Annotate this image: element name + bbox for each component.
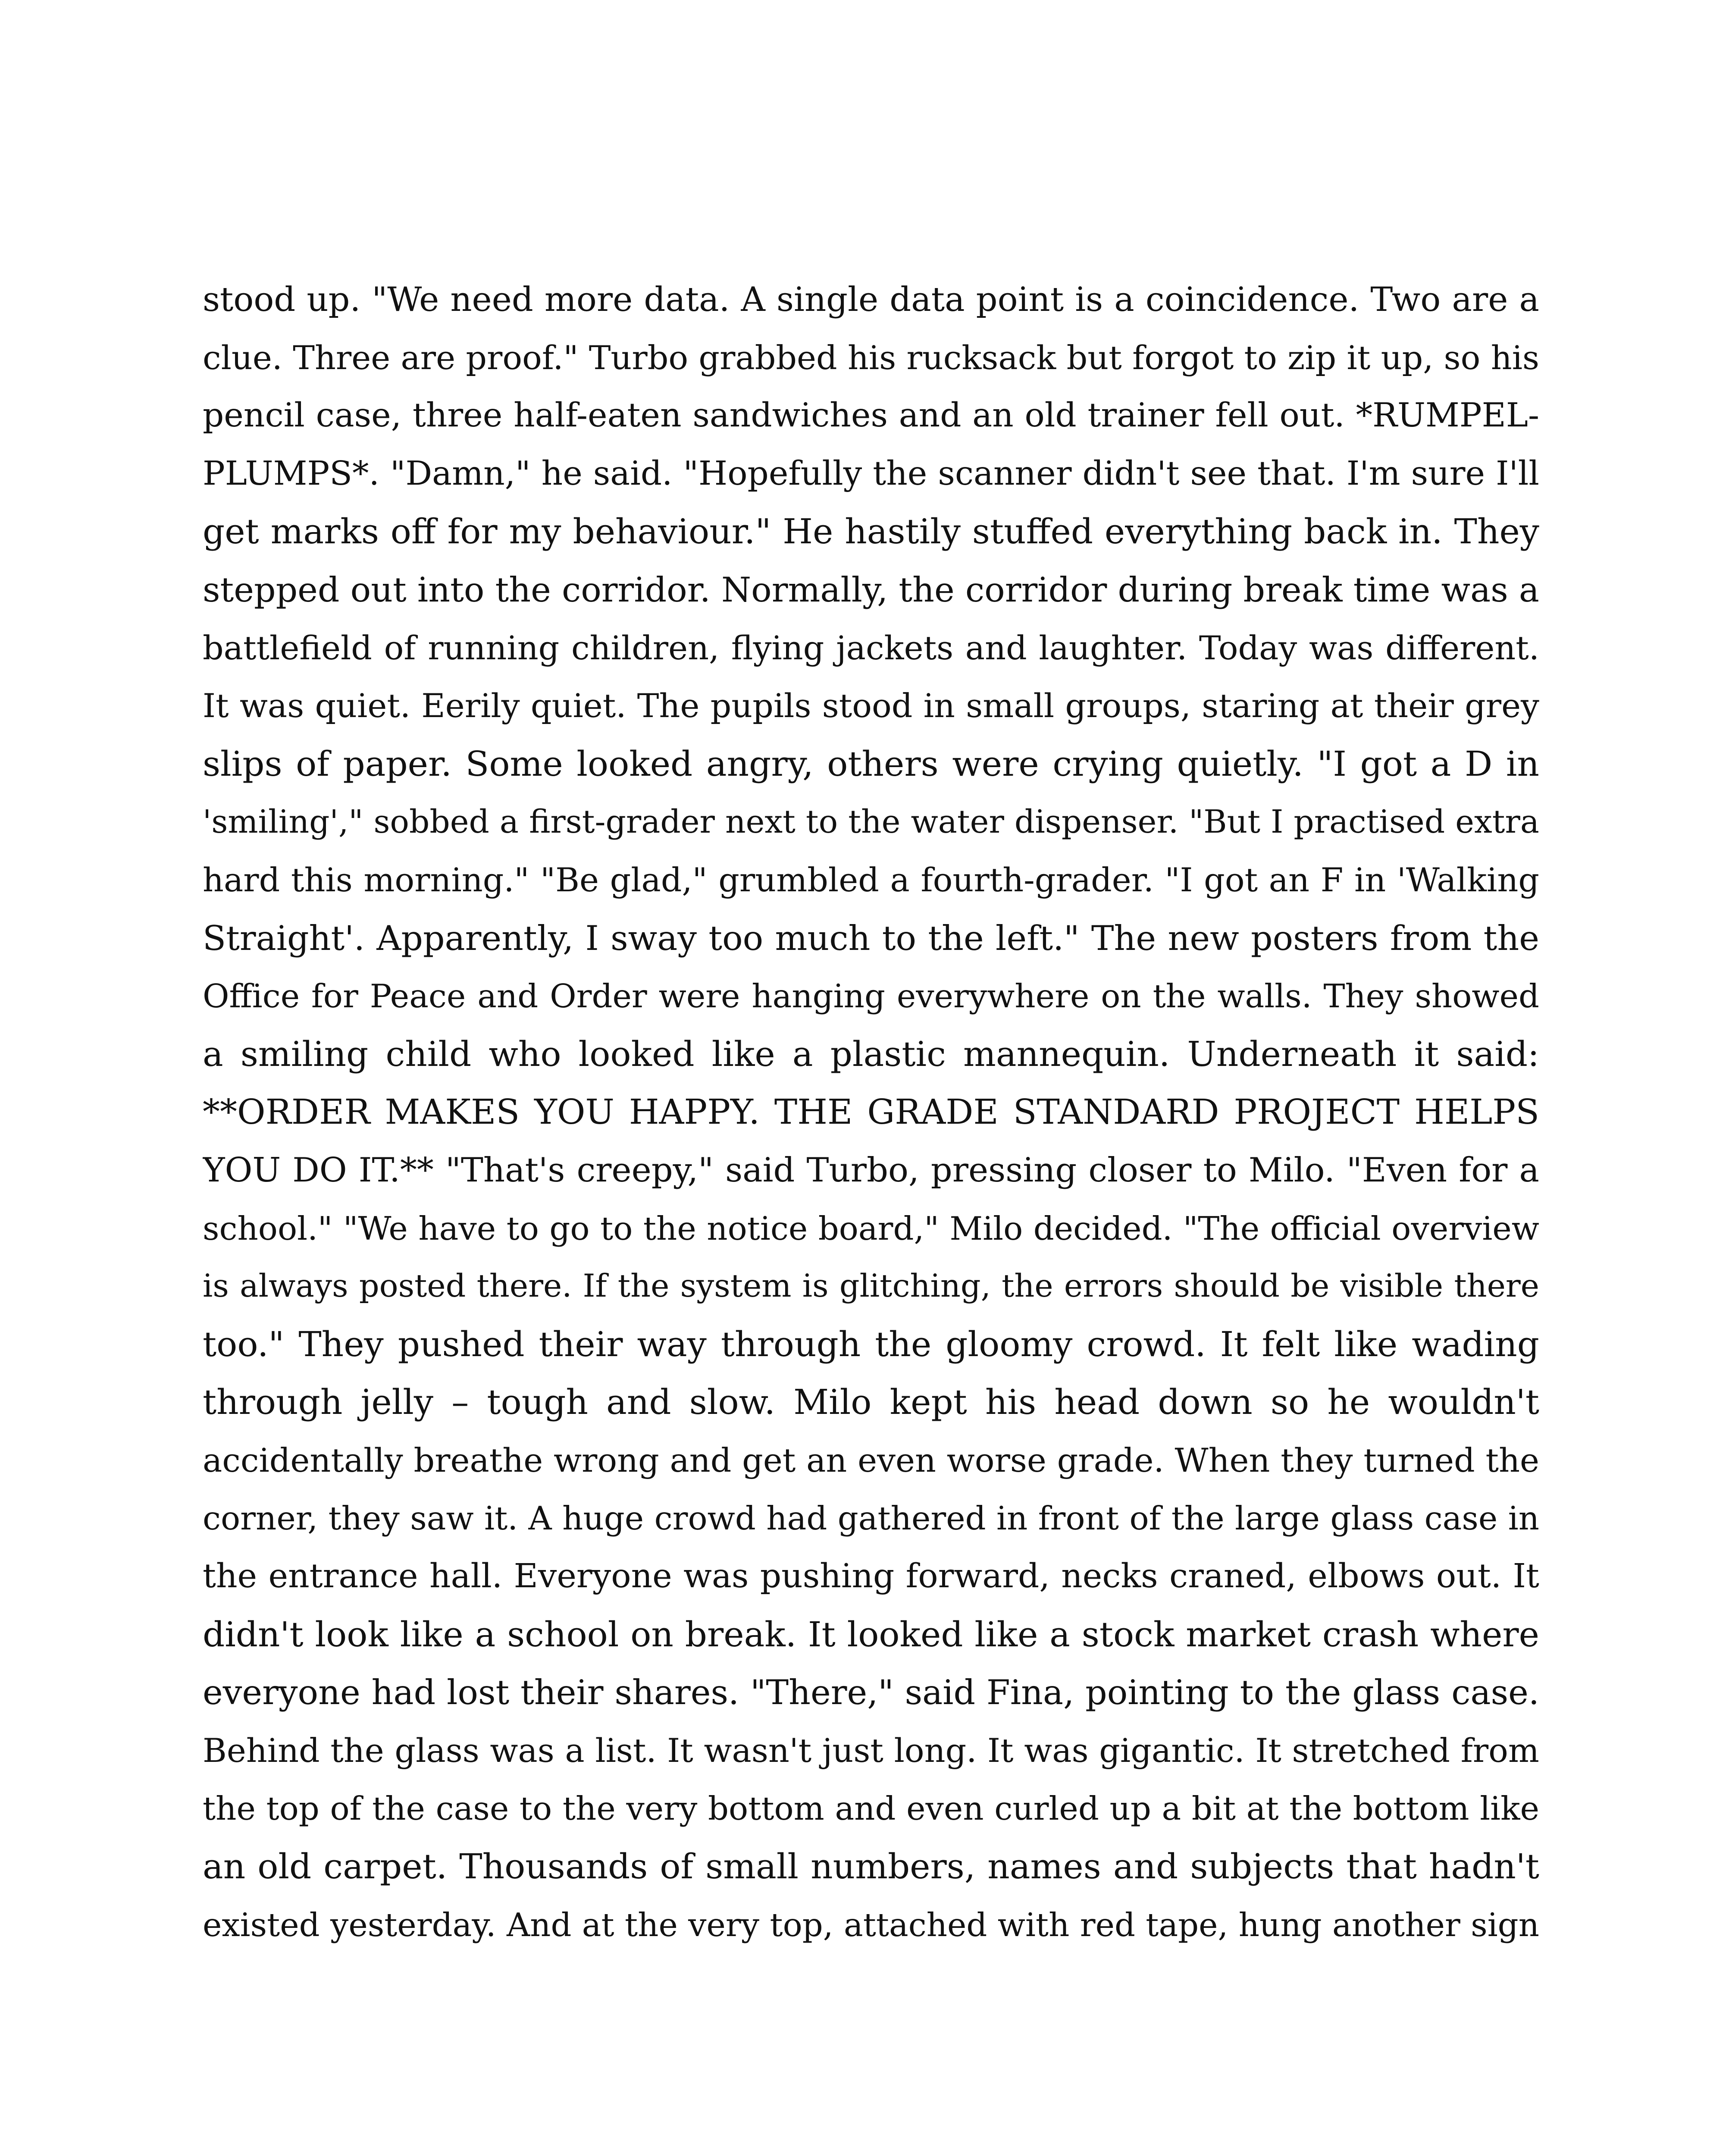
text-line: is always posted there. If the system is glitching, the errors should be visible there xyxy=(203,1268,1539,1305)
text-line: YOU DO IT.** "That's creepy," said Turbo, pressing closer to Milo. "Even for a xyxy=(203,1150,1539,1190)
text-line: stood up. "We need more data. A single data point is a coincidence. Two are a xyxy=(203,280,1539,319)
text-line: clue. Three are proof." Turbo grabbed his rucksack but forgot to zip it up, so his xyxy=(203,338,1539,377)
text-line: existed yesterday. And at the very top, attached with red tape, hung another sign xyxy=(203,1905,1539,1944)
text-line: Office for Peace and Order were hanging everywhere on the walls. They showed xyxy=(203,977,1539,1015)
text-line: didn't look like a school on break. It looked like a stock market crash where xyxy=(203,1614,1539,1655)
text-line: too." They pushed their way through the gloomy crowd. It felt like wading xyxy=(203,1324,1539,1364)
text-line: stepped out into the corridor. Normally, the corridor during break time was a xyxy=(203,570,1539,610)
body-text xyxy=(203,271,1539,1954)
text-line: Behind the glass was a list. It wasn't just long. It was gigantic. It stretched from xyxy=(203,1731,1539,1770)
text-line: the entrance hall. Everyone was pushing forward, necks craned, elbows out. It xyxy=(203,1557,1539,1596)
text-line: an old carpet. Thousands of small numbers, names and subjects that hadn't xyxy=(203,1846,1539,1887)
text-line: accidentally breathe wrong and get an even worse grade. When they turned the xyxy=(203,1441,1539,1479)
text-line: a smiling child who looked like a plastic mannequin. Underneath it said: xyxy=(203,1034,1539,1074)
text-line: the top of the case to the very bottom and even curled up a bit at the bottom like xyxy=(203,1789,1539,1828)
text-line: PLUMPS*. "Damn," he said. "Hopefully the scanner didn't see that. I'm sure I'll xyxy=(203,454,1539,493)
text-line: battlefield of running children, flying jackets and laughter. Today was different. xyxy=(203,628,1539,667)
text-line: slips of paper. Some looked angry, others were crying quietly. "I got a D in xyxy=(203,743,1539,784)
text-line: through jelly – tough and slow. Milo kept his head down so he wouldn't xyxy=(203,1382,1539,1423)
text-line: school." "We have to go to the notice board," Milo decided. "The official overview xyxy=(203,1209,1539,1247)
text-line: Straight'. Apparently, I sway too much to the left." The new posters from the xyxy=(203,918,1539,958)
text-line: 'smiling'," sobbed a first-grader next to the water dispenser. "But I practised extra xyxy=(203,803,1539,841)
text-line: get marks off for my behaviour." He hastily stuffed everything back in. They xyxy=(203,511,1539,552)
text-line: everyone had lost their shares. "There," said Fina, pointing to the glass case. xyxy=(203,1673,1539,1713)
text-line: corner, they saw it. A huge crowd had gathered in front of the large glass case in xyxy=(203,1499,1539,1538)
text-line: pencil case, three half-eaten sandwiches and an old trainer fell out. *RUMPEL- xyxy=(203,396,1539,435)
text-line: **ORDER MAKES YOU HAPPY. THE GRADE STANDARD PROJECT HELPS xyxy=(203,1092,1539,1132)
text-line: hard this morning." "Be glad," grumbled a fourth-grader. "I got an F in 'Walking xyxy=(203,860,1539,899)
text-line: It was quiet. Eerily quiet. The pupils stood in small groups, staring at their grey xyxy=(203,686,1539,725)
